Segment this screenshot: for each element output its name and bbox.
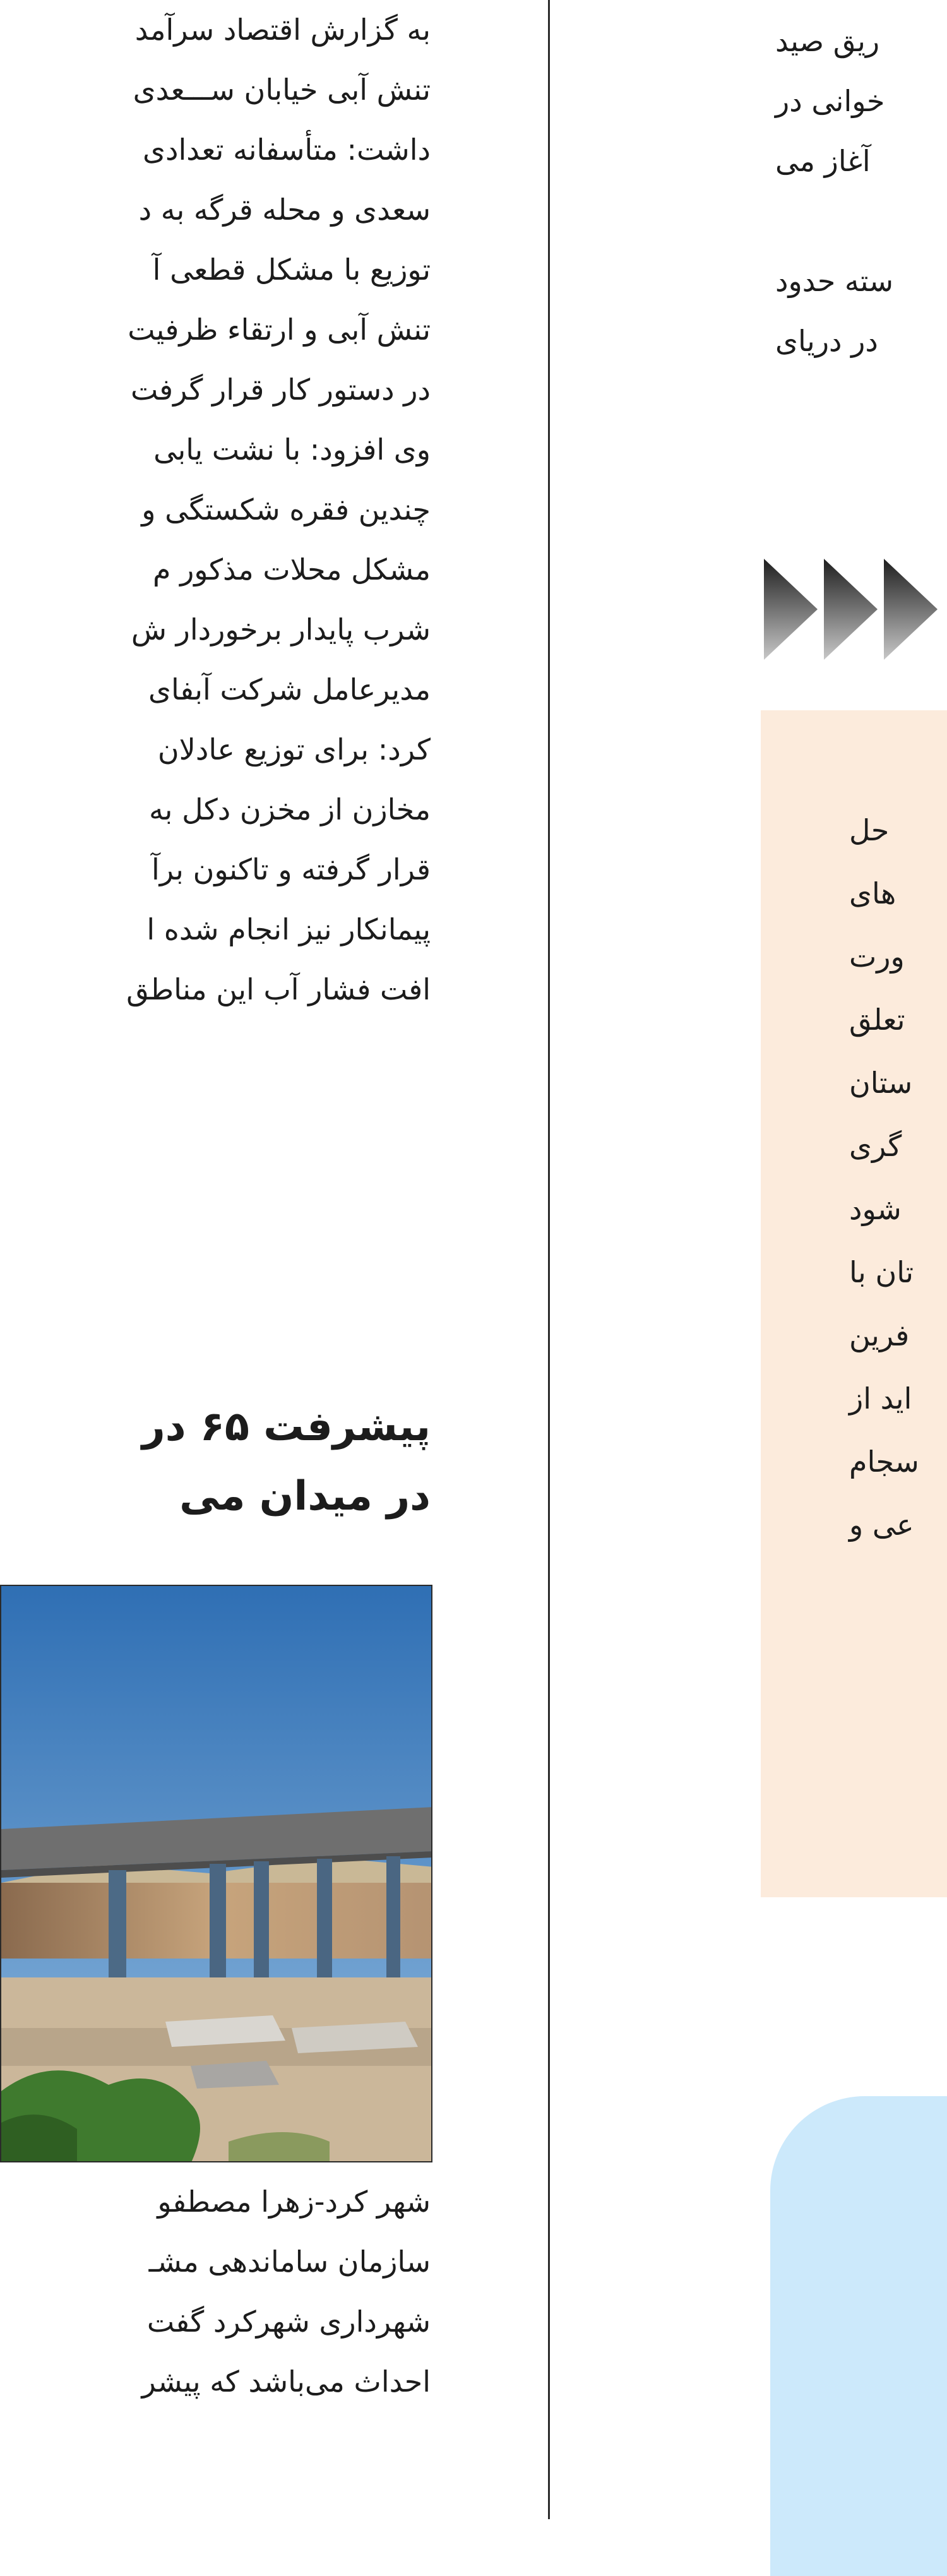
text-line: سازمان ساماندهی مشـ <box>148 2245 431 2279</box>
text-line: قرار گرفته و تاکنون برآ <box>152 852 431 886</box>
text-line: فرین <box>849 1318 910 1352</box>
text-line <box>775 191 947 251</box>
article-body-top <box>0 0 431 1020</box>
left-article-column <box>0 0 442 2519</box>
callout-box <box>761 710 947 1897</box>
text-line: های <box>849 876 896 910</box>
text-line: ستان <box>849 1066 913 1100</box>
article-headline-line-2: در میدان می <box>179 1473 431 1520</box>
text-line: سعدی و محله قرگه به د <box>138 193 431 227</box>
column-divider <box>548 0 550 2519</box>
text-line: توزیع با مشکل قطعی آ <box>152 253 431 287</box>
text-line: به گزارش اقتصاد سرآمد <box>134 13 431 47</box>
right-article-column <box>556 0 947 480</box>
text-line: تعلق <box>849 1003 905 1037</box>
article-headline-line-1: پیشرفت ۶۵ در <box>141 1404 431 1450</box>
right-article-body <box>775 11 947 371</box>
text-line: سجام <box>849 1445 919 1479</box>
text-line: پیمانکار نیز انجام شده ا <box>146 912 431 946</box>
article-body-bottom <box>0 2172 431 2412</box>
text-line: آغاز می <box>775 144 871 178</box>
blue-panel <box>770 2096 947 2576</box>
text-line: داشت: متأسفانه تعدادی <box>143 133 431 167</box>
text-line: حل <box>849 813 890 847</box>
text-line: مخازن از مخزن دکل به <box>148 792 431 826</box>
text-line: شهر کرد-زهرا مصطفو <box>157 2185 431 2219</box>
text-line: اید از <box>849 1381 912 1416</box>
text-line: سته حدود <box>775 264 893 298</box>
text-line: شود <box>849 1192 902 1226</box>
text-line: چندین فقره شکستگی و <box>141 492 431 527</box>
text-line: ریق صید <box>775 24 880 58</box>
text-line: خوانی در <box>775 84 885 118</box>
text-line: مشکل محلات مذکور م <box>152 552 431 587</box>
text-line: عی و <box>849 1508 914 1542</box>
text-line: تان با <box>849 1255 914 1289</box>
text-line: احداث می‌باشد که پیشر <box>141 2364 431 2399</box>
text-line: در دریای <box>775 324 878 358</box>
text-line: گری <box>849 1129 902 1163</box>
text-line: در دستور کار قرار گرفت <box>130 373 431 407</box>
text-line: تنش آبی خیابان ســـعدی <box>133 73 431 107</box>
callout-text <box>849 799 947 1556</box>
construction-photo <box>0 1585 432 2162</box>
text-line: شرب پایدار برخوردار ش <box>131 612 431 647</box>
construction-site-image <box>1 1586 432 2162</box>
text-line: کرد: برای توزیع عادلان <box>157 732 431 766</box>
text-line: ورت <box>849 939 905 974</box>
text-line: افت فشار آب این مناطق <box>126 972 431 1006</box>
text-line: شهرداری شهرکرد گفت <box>146 2305 431 2339</box>
text-line: تنش آبی و ارتقاء ظرفیت <box>128 313 431 347</box>
arrow-chevrons-icon <box>758 556 947 663</box>
text-line: وی افزود: با نشت یابی <box>153 432 431 467</box>
text-line: مدیرعامل شرکت آبفای <box>148 672 431 707</box>
